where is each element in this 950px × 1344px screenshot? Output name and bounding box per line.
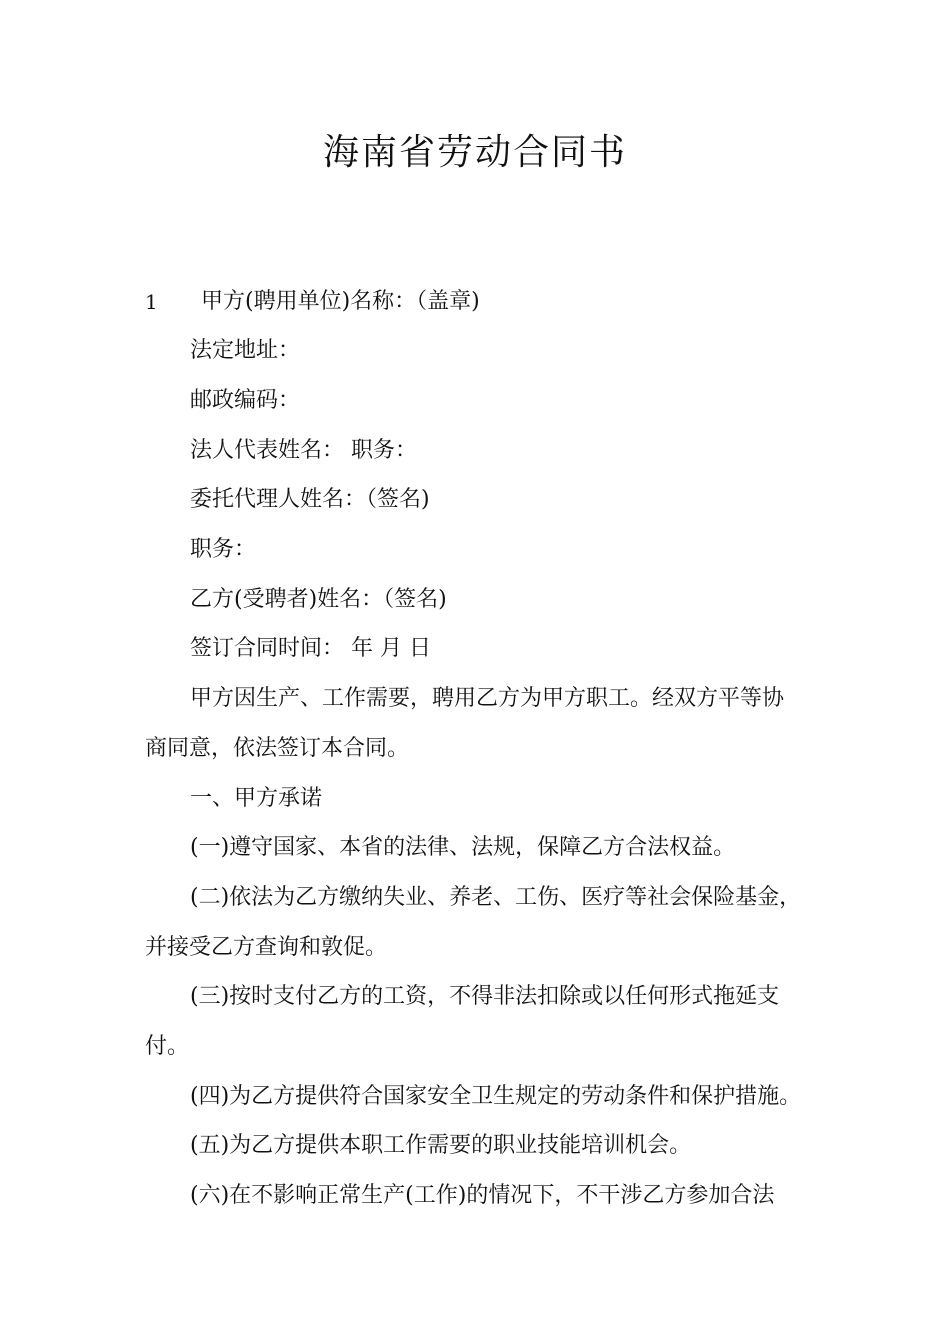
party-a-name-line: 甲方(聘用单位)名称：（盖章)	[201, 289, 480, 314]
clause-2-line-1: (二)依法为乙方缴纳失业、养老、工伤、医疗等社会保险基金，	[190, 885, 802, 910]
item-number: 1	[145, 290, 158, 314]
clause-1: (一)遵守国家、本省的法律、法规，保障乙方合法权益。	[190, 835, 736, 860]
clause-2-line-2: 并接受乙方查询和敦促。	[145, 935, 388, 960]
party-b-name-line: 乙方(受聘者)姓名：（签名)	[190, 587, 447, 612]
signing-date-line: 签订合同时间： 年 月 日	[190, 636, 431, 661]
postal-code-line: 邮政编码：	[190, 388, 301, 413]
agent-position-line: 职务：	[190, 537, 257, 562]
clause-3-line-1: (三)按时支付乙方的工资，不得非法扣除或以任何形式拖延支	[190, 984, 780, 1009]
preamble-line-2: 商同意，依法签订本合同。	[145, 736, 410, 761]
clause-5: (五)为乙方提供本职工作需要的职业技能培训机会。	[190, 1133, 692, 1158]
clause-3-line-2: 付。	[145, 1034, 190, 1059]
document-title: 海南省劳动合同书	[322, 132, 627, 173]
clause-6-line-1: (六)在不影响正常生产(工作)的情况下，不干涉乙方参加合法	[190, 1183, 775, 1208]
legal-address-line: 法定地址：	[190, 338, 301, 363]
preamble-line-1: 甲方因生产、工作需要，聘用乙方为甲方职工。经双方平等协	[190, 686, 785, 711]
agent-name-line: 委托代理人姓名：（签名)	[190, 487, 430, 512]
clause-4: (四)为乙方提供符合国家安全卫生规定的劳动条件和保护措施。	[190, 1084, 802, 1109]
section-heading: 一、甲方承诺	[190, 786, 323, 811]
legal-rep-line: 法人代表姓名： 职务：	[190, 438, 417, 463]
